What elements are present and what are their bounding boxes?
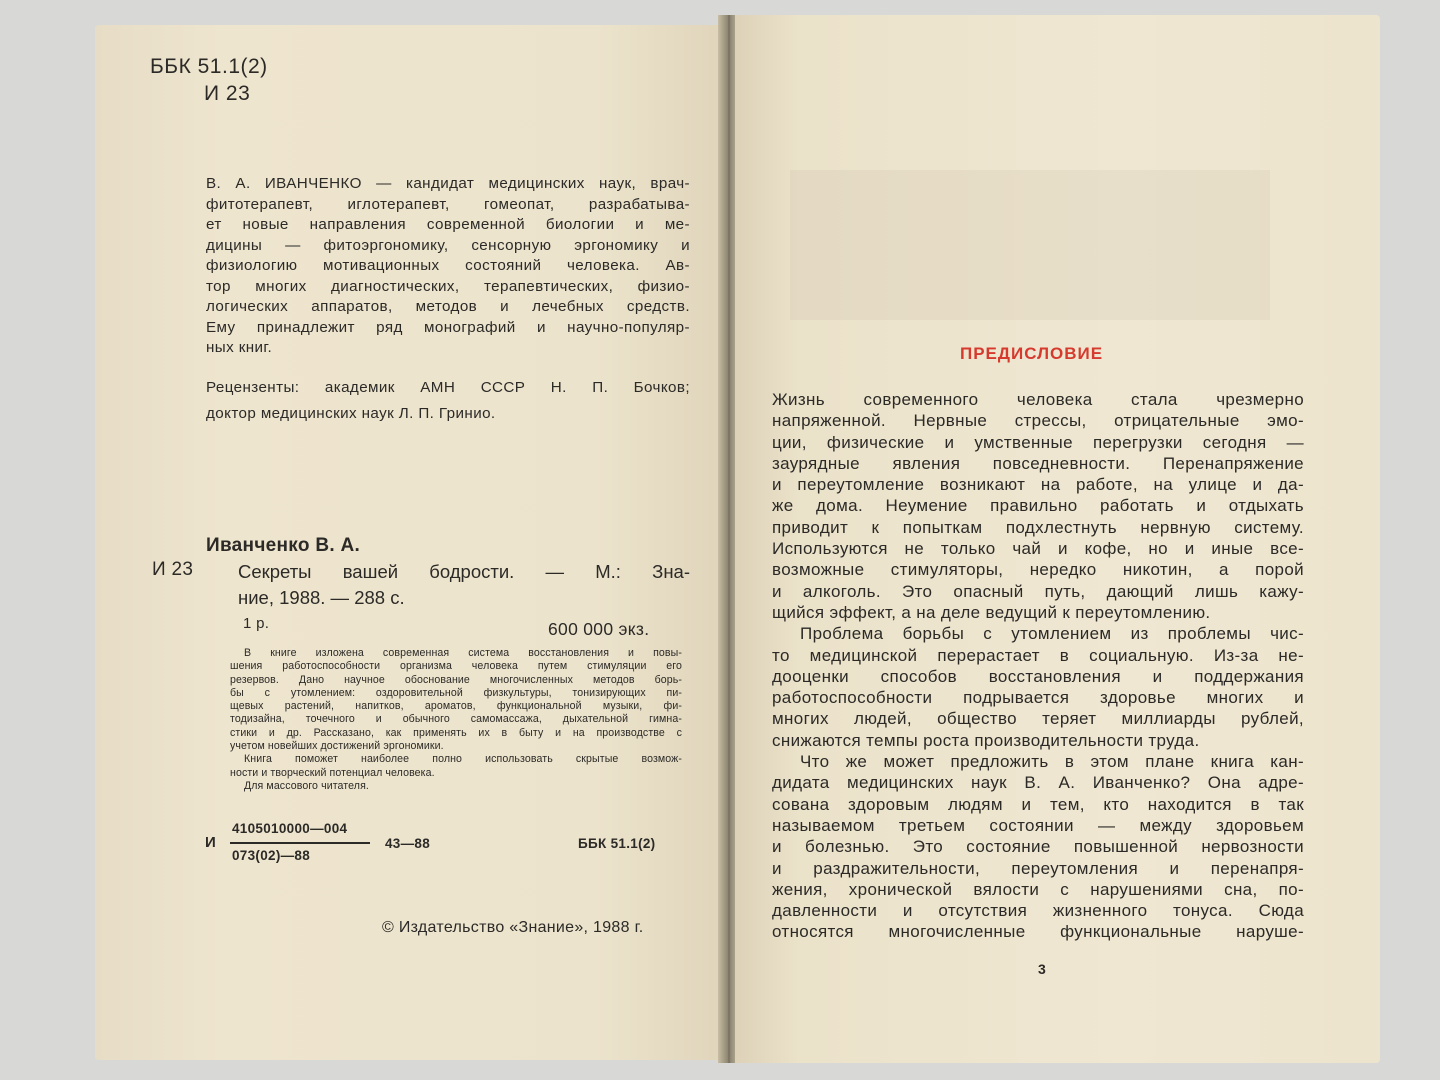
annotation-line: шения работоспособности организма человека путем стимуляции его: [230, 660, 682, 673]
preface-body: [772, 389, 1304, 943]
preface-line: и переутомление возникают на работе, на улице и да-: [772, 475, 1304, 495]
preface-line: напряженной. Нервные стрессы, отрицательные эмо-: [772, 411, 1304, 431]
preface-line: дооценки способов восстановления и поддержания: [772, 666, 1304, 686]
bio-line: В. А. ИВАНЧЕНКО — кандидат медицинских наук, врач-: [206, 175, 690, 192]
author-index-top: И 23: [204, 82, 251, 105]
preface-line: Используются не только чай и кофе, но и иные все-: [772, 539, 1304, 559]
author-bio: [206, 174, 690, 359]
bbk-classification: ББК 51.1(2): [150, 55, 268, 78]
preface-line: сована здоровым людям и тем, кто находится в так: [772, 794, 1304, 814]
preface-line: щийся эффект, а на деле ведущий к переутомлению.: [772, 602, 1211, 622]
annotation: [230, 647, 682, 793]
code-bbk: ББК 51.1(2): [578, 836, 656, 851]
reviewers: [206, 375, 690, 427]
bio-line: фитотерапевт, иглотерапевт, гомеопат, разрабатыва-: [206, 195, 690, 213]
preface-line: то медицинской перерастает в социальную. Из-за не-: [772, 645, 1304, 665]
preface-line: жения, хронической вялости с нарушениями сна, по-: [772, 879, 1304, 899]
code-denominator: 073(02)—88: [232, 848, 311, 863]
show-through-shadow: [790, 170, 1270, 320]
bio-line: Ему принадлежит ряд монографий и научно-популяр-: [206, 318, 690, 336]
preface-line: же дома. Неумение правильно работать и отдыхать: [772, 496, 1304, 516]
preface-line: и алкоголь. Это опасный путь, дающий лишь кажу-: [772, 581, 1304, 601]
annotation-line: В книге изложена современная система восстановления и повы-: [244, 647, 682, 659]
catalog-author: Иванченко В. А.: [206, 535, 361, 556]
chapter-heading: ПРЕДИСЛОВИЕ: [960, 344, 1104, 363]
reviewer-line: Рецензенты: академик АМН СССР Н. П. Бочков;: [206, 379, 690, 396]
preface-line: приводит к попыткам подхлестнуть нервную систему.: [772, 517, 1304, 537]
print-run: 600 000 экз.: [548, 619, 650, 639]
annotation-line: тодизайна, точечного и обычного самомассажа, дыхательной гимна-: [230, 713, 682, 726]
catalog-title-line: ние, 1988. — 288 с.: [238, 587, 405, 608]
annotation-line: щевых растений, напитков, ароматов, функциональной музыки, фи-: [230, 700, 682, 713]
bio-line: логических аппаратов, методов и лечебных средств.: [206, 298, 690, 315]
catalog-index: И 23: [152, 559, 194, 580]
code-numerator: 4105010000—004: [232, 821, 348, 836]
code-fraction-bar: [230, 842, 370, 844]
preface-line: многих людей, общество теряет миллиарды рублей,: [772, 709, 1304, 729]
bio-line: ет новые направления современной биологии и ме-: [206, 216, 690, 233]
annotation-line: Книга поможет наиболее полно использовать скрытые возмож-: [244, 753, 682, 766]
annotation-line: учетом новейших достижений эргономики.: [230, 740, 444, 753]
bio-line: ных книг.: [206, 339, 273, 356]
code-middle: 43—88: [385, 836, 431, 851]
catalog-title-line: Секреты вашей бодрости. — М.: Зна-: [238, 561, 690, 582]
annotation-line: стики и др. Рассказано, как применять их в быту и на производстве с: [230, 726, 682, 739]
preface-line: Проблема борьбы с утомлением из проблемы чис-: [800, 624, 1304, 644]
price: 1 р.: [243, 615, 270, 632]
preface-line: и раздражительности, переутомления и перенапря-: [772, 858, 1304, 878]
bio-line: тор многих диагностических, терапевтических, физио-: [206, 277, 690, 295]
preface-line: снижаются темпы роста производительности труда.: [772, 730, 1200, 750]
preface-line: заурядные явления повседневности. Перенапряжение: [772, 453, 1304, 473]
preface-line: Что же может предложить в этом плане книга кан-: [800, 752, 1304, 772]
bio-line: физиологию мотивационных состояний человека. Ав-: [206, 257, 690, 274]
preface-line: и болезнью. Это состояние повышенной нервозности: [772, 837, 1304, 857]
annotation-line: Для массового читателя.: [244, 779, 369, 792]
annotation-line: ности и творческий потенциал человека.: [230, 766, 435, 779]
preface-line: Жизнь современного человека стала чрезмерно: [772, 390, 1304, 409]
page-number: 3: [1038, 961, 1047, 977]
catalog-title: [238, 559, 690, 611]
preface-line: называемом третьем состоянии — между здоровьем: [772, 815, 1304, 835]
code-letter: И: [205, 834, 217, 851]
preface-line: ции, физические и умственные перегрузки сегодня —: [772, 432, 1304, 452]
annotation-line: резервов. Дано научное обоснование многочисленных методов борь-: [230, 673, 682, 686]
annotation-line: бы с утомлением: оздоровительной физкультуры, тонизирующих пи-: [230, 686, 682, 699]
preface-line: относятся многочисленные функциональные наруше-: [772, 922, 1304, 942]
preface-line: давленности и отсутствия жизненного тонуса. Сюда: [772, 901, 1304, 921]
preface-line: возможные стимуляторы, нередко никотин, а порой: [772, 560, 1304, 580]
preface-line: дидата медицинских наук В. А. Иванченко? Она адре-: [772, 773, 1304, 793]
bio-line: дицины — фитоэргономику, сенсорную эргономику и: [206, 236, 690, 254]
reviewer-line: доктор медицинских наук Л. П. Гринио.: [206, 405, 496, 422]
copyright: © Издательство «Знание», 1988 г.: [382, 919, 644, 936]
preface-line: работоспособности подрывается здоровье многих и: [772, 688, 1304, 708]
